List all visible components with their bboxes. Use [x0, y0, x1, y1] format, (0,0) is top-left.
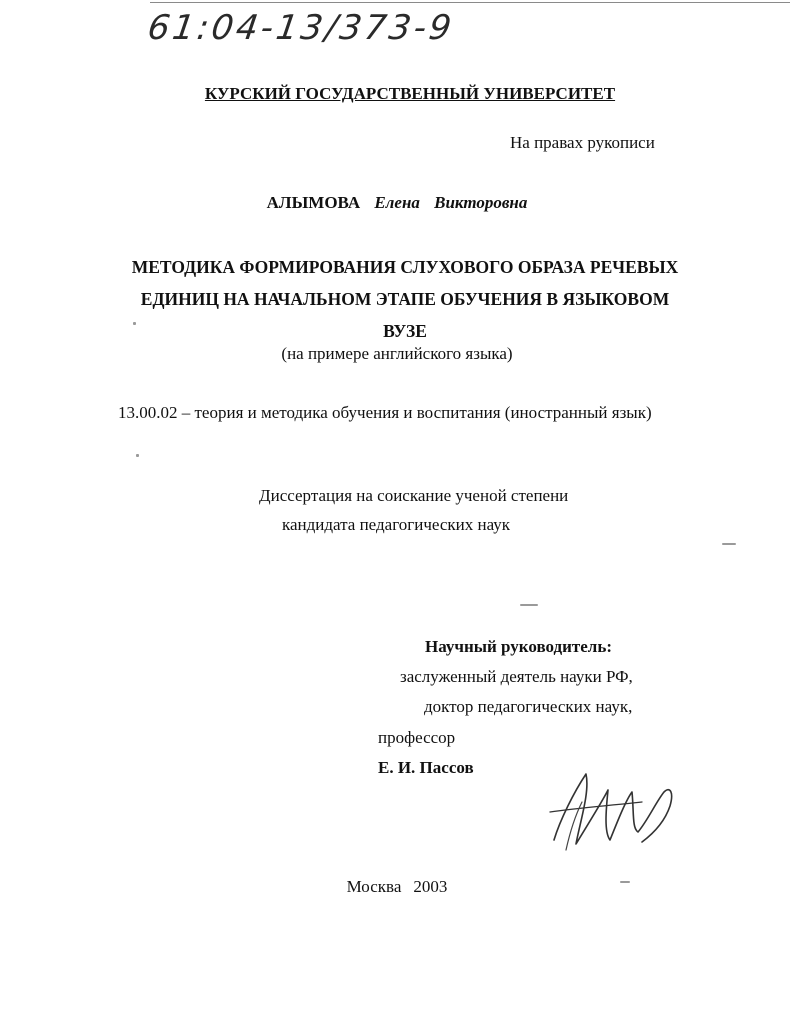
specialty-code: 13.00.02 – теория и методика обучения и воспитания (иностранный язык) [118, 403, 652, 422]
degree-line-1: Диссертация на соискание ученой степени [259, 486, 569, 505]
author-first-name: Елена [374, 193, 420, 212]
title-subtitle: (на примере английского языка) [281, 344, 513, 363]
scan-speck [136, 454, 139, 457]
supervisor-title-2: доктор педагогических наук, [424, 697, 633, 716]
year: 2003 [413, 877, 448, 896]
university-name: КУРСКИЙ ГОСУДАРСТВЕННЫЙ УНИВЕРСИТЕТ [204, 84, 616, 103]
scan-speck [620, 881, 630, 883]
scan-edge-line [150, 2, 790, 3]
archive-code-handwritten: 61:04-13/373-9 [145, 8, 457, 48]
scan-speck [520, 604, 538, 606]
scan-speck [133, 322, 136, 325]
city-year [0, 877, 794, 897]
author-surname: АЛЫМОВА [266, 193, 361, 212]
scan-speck [722, 543, 736, 545]
supervisor-title-3: профессор [378, 728, 456, 747]
supervisor-title-1: заслуженный деятель науки РФ, [400, 667, 633, 686]
title-line: ВУЗЕ [383, 321, 427, 341]
author-name [0, 193, 794, 213]
signature-graphic [546, 762, 686, 862]
title-line: ЕДИНИЦ НА НАЧАЛЬНОМ ЭТАПЕ ОБУЧЕНИЯ В ЯЗЫКОВОМ [140, 289, 670, 309]
degree-line-2: кандидата педагогических наук [282, 515, 511, 534]
author-patronymic: Викторовна [434, 193, 528, 212]
city: Москва [346, 877, 402, 896]
dissertation-title [95, 251, 715, 347]
title-line: МЕТОДИКА ФОРМИРОВАНИЯ СЛУХОВОГО ОБРАЗА РЕЧЕВЫХ [131, 257, 679, 277]
rights-note: На правах рукописи [510, 133, 655, 152]
supervisor-heading: Научный руководитель: [425, 637, 612, 656]
supervisor-name: Е. И. Пассов [378, 758, 474, 777]
